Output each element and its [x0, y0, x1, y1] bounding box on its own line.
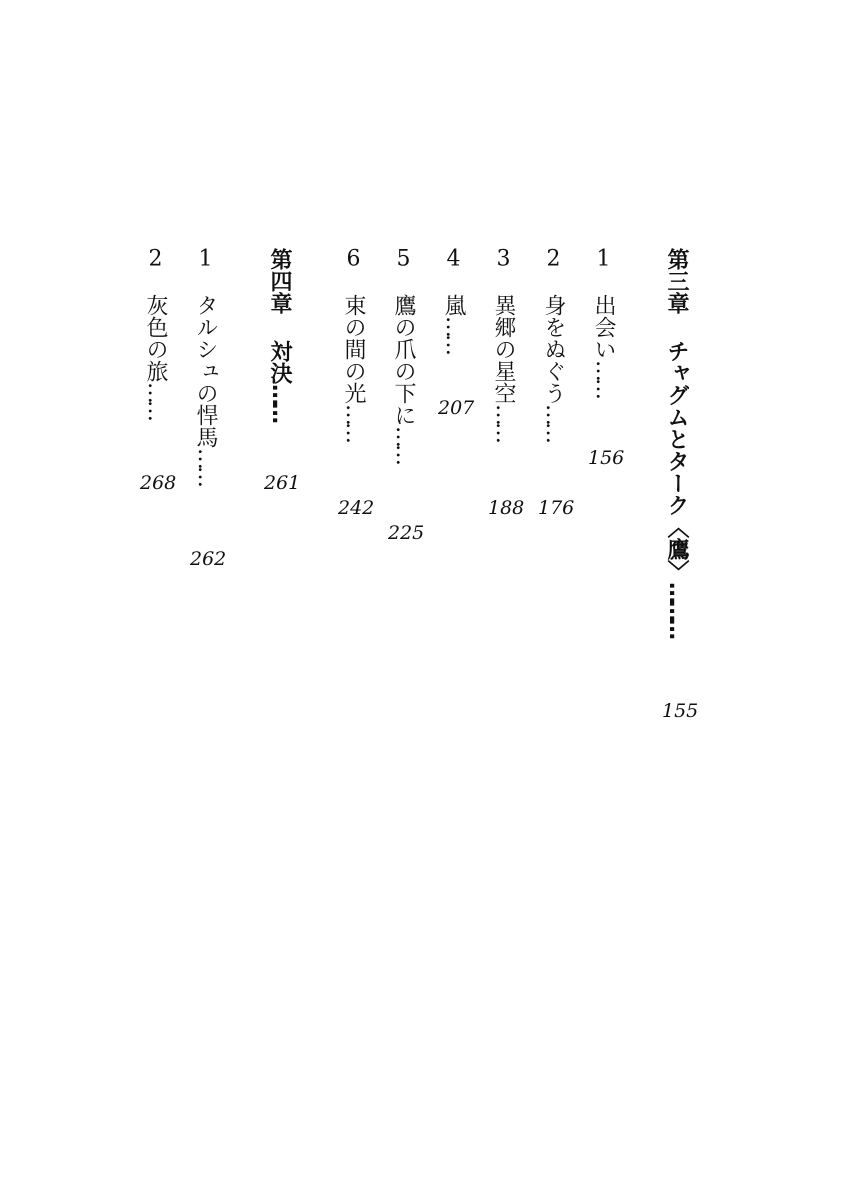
entry-title: 異郷の星空: [491, 294, 516, 404]
entry-number: 2: [148, 248, 163, 270]
entry-leader: ……: [441, 316, 466, 352]
entry-leader: ……: [143, 382, 168, 418]
chapter-3-leader: ………: [664, 582, 689, 636]
entry-number: 4: [446, 248, 461, 270]
entry-title: 身をぬぐう: [541, 294, 566, 404]
entry-leader: ……: [391, 426, 416, 462]
entry-leader: ……: [591, 360, 616, 396]
toc-entry-1-6: [340, 248, 366, 440]
entry-page-number: 207: [438, 397, 475, 419]
chapter-4-label: 第四章: [267, 248, 292, 314]
chapter-4-leader: ……: [267, 384, 292, 420]
entry-page-number: 176: [538, 497, 575, 519]
toc-entry-2-1: [192, 248, 218, 484]
chapter-3-page-number: 155: [662, 700, 699, 722]
toc-entry-1-1: [590, 248, 616, 396]
toc-entry-1-5: [390, 248, 416, 462]
entry-title: 束の間の光: [341, 294, 366, 404]
chapter-3-heading-line: [663, 248, 689, 636]
toc-entry-1-3: [490, 248, 516, 440]
entry-page-number: 225: [388, 522, 425, 544]
entry-title: タルシュの悍馬: [193, 294, 218, 448]
entry-leader: ……: [341, 404, 366, 440]
entry-page-number: 188: [488, 497, 525, 519]
entry-leader: ……: [193, 448, 218, 484]
entry-title: 灰色の旅: [143, 294, 168, 382]
entry-number: 1: [198, 248, 213, 270]
entry-title: 出会い: [591, 294, 616, 360]
entry-page-number: 268: [140, 472, 177, 494]
entry-title: 嵐: [441, 294, 466, 316]
chapter-3-label: 第三章: [664, 248, 689, 314]
entry-page-number: 156: [588, 447, 625, 469]
chapter-3-title: チャグムとターク〈鷹〉: [664, 340, 689, 582]
entry-number: 1: [596, 248, 611, 270]
toc-entry-1-2: [540, 248, 566, 440]
chapter-4-heading-line: [266, 248, 292, 420]
entry-page-number: 242: [338, 497, 375, 519]
entry-number: 3: [496, 248, 511, 270]
entry-number: 6: [346, 248, 361, 270]
chapter-4-title: 対決: [267, 340, 292, 384]
toc-entry-2-2: [142, 248, 168, 418]
entry-page-number: 262: [190, 548, 227, 570]
entry-number: 5: [396, 248, 411, 270]
entry-leader: ……: [541, 404, 566, 440]
entry-leader: ……: [491, 404, 516, 440]
entry-number: 2: [546, 248, 561, 270]
toc-entry-1-4: [440, 248, 466, 352]
entry-title: 鷹の爪の下に: [391, 294, 416, 426]
chapter-4-page-number: 261: [264, 472, 301, 494]
